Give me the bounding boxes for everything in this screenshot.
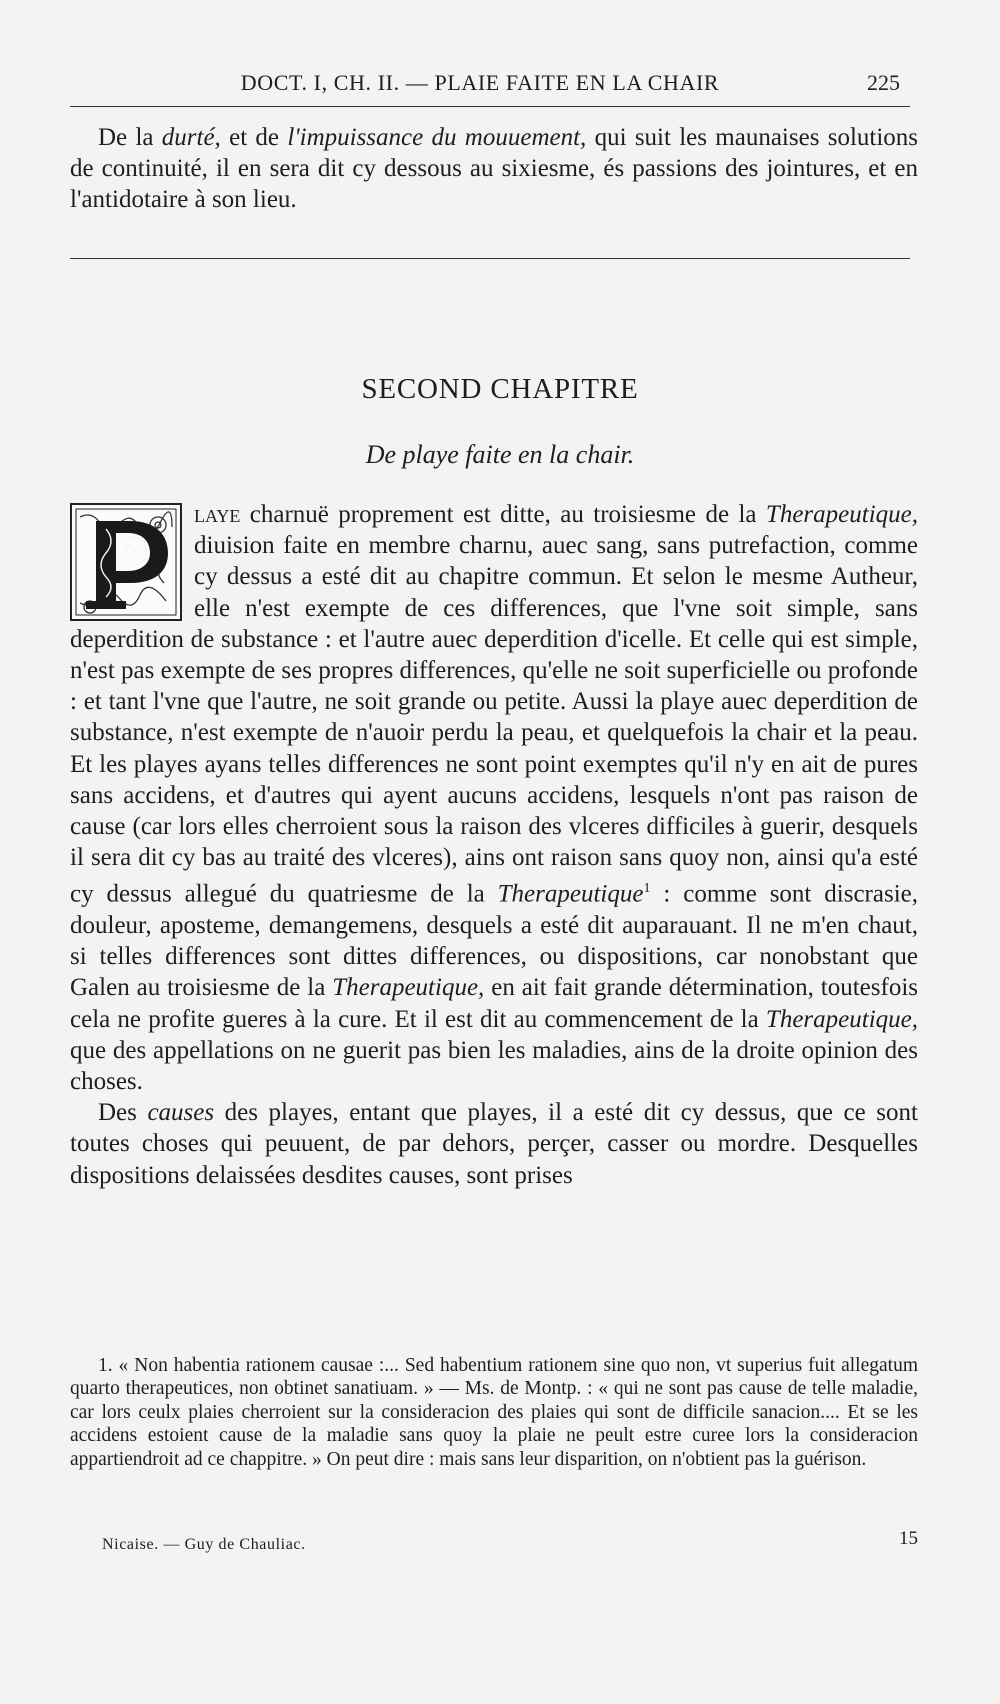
section-rule — [70, 258, 910, 259]
chapter-subtitle: De playe faite en la chair. — [365, 440, 635, 469]
signature-line: Nicaise. — Guy de Chauliac. — [102, 1536, 306, 1553]
dropcap-p-ornament — [70, 503, 182, 621]
p2-text-2: des playes, entant que playes, il a esté dit cy dessus, que ce sont toutes choses qui peuuent, de par dehors, perçer, casser ou mordre. Desquelles dispositions delaissées desdites causes, sont prises — [70, 1099, 918, 1189]
p2-text-1: Des — [98, 1099, 148, 1127]
main-text — [70, 499, 918, 1191]
footnote-1: 1. « Non habentia rationem causae :... Sed habentium rationem sine quo non, vt superius fuit allegatum quarto therapeutices, non obtinet sanatiuam. » — Ms. de Montp. : « qui ne sont pas cause de telle maladie, car lors ceulx plaies cherroient sur la consideracion des plaies qui sont de difficile sanacion.... Et se les accidens estoient cause de la maladie sans quoy la plaie ne peult estre curee lors la consideracion appartiendroit ad ce chappitre. » On peut dire : mais sans leur disparition, on n'obtient pas la guérison. — [70, 1355, 918, 1470]
intro-text-2: et de — [220, 124, 288, 151]
p2-italic-1: causes — [147, 1099, 215, 1127]
p1-italic-1: Therapeutique, — [765, 501, 918, 528]
running-title: DOCT. I, CH. II. — PLAIE FAITE EN LA CHAIR — [240, 70, 720, 95]
p1-text-4: en ait fait grande détermination, toutesfois cela ne profite gueres à la cure. Et il est dit au commencement de la — [70, 974, 918, 1033]
p1-italic-3: Therapeutique, — [332, 974, 485, 1002]
intro-paragraph — [70, 122, 918, 216]
intro-italic-2: l'impuissance du mouuement, — [287, 124, 587, 151]
footnote-ref: 1 — [643, 881, 651, 897]
p1-text-5: que des appellations on ne guerit pas bien les maladies, ains de la droite opinion des choses. — [70, 1036, 918, 1095]
intro-text-1: De la — [98, 124, 162, 151]
footnotes — [70, 1354, 918, 1471]
sheet-number: 15 — [899, 1528, 918, 1549]
ornate-letter-icon — [70, 503, 182, 621]
chapter-title: SECOND CHAPITRE — [361, 373, 639, 405]
dropcap-lead-word: laye — [194, 501, 241, 528]
intro-italic-1: durté, — [161, 124, 221, 151]
p1-text-2: diuision faite en membre charnu, auec sang, sans putrefaction, comme cy dessus a esté dit au chapitre commun. Et selon le mesme Autheur, elle n'est exempte de ces differences, que l'vne soit simple, sans deperdition de substance : et l'autre auec deperdition d'icelle. Et celle qui est simple, n'est pas exempte de ses propres differences, qu'elle ne soit superficielle ou profonde : et tant l'vne que l'autre, ne soit grande ou petite. Aussi la playe auec deperdition de substance, n'est exempte de n'auoir perdu la peau, et quelquefois la chair et la peau. Et les playes ayans telles differences ne sont point exemptes qu'il n'y en ait de pures sans accidens, et d'autres qui ayent aucuns accidens, lesquels n'ont pas raison de cause (car lors elles cherroient sous la raison des vlceres difficiles à guerir, desquels il sera dit cy bas au traité des vlceres), ains ont raison sans quoy non, ainsi qu'a esté cy dessus allegué du quatriesme de la — [70, 532, 918, 908]
running-header — [140, 70, 900, 110]
p1-italic-4: Therapeutique, — [765, 1005, 918, 1033]
header-rule — [70, 106, 910, 107]
p1-italic-2: Therapeutique — [497, 880, 644, 908]
p1-text-1: charnuë proprement est ditte, au troisiesme de la — [240, 501, 766, 528]
intro-text-3: qui suit les maunaises solutions de continuité, il en sera dit cy dessous au sixiesme, és passions des jointures, et en l'antidotaire à son lieu. — [70, 124, 919, 214]
page-number: 225 — [867, 70, 900, 95]
p1-text-3: : comme sont discrasie, douleur, aposteme, demangemens, desquels a esté dit auparauant. Il ne m'en chaut, si telles differences sont dittes differences, ou dispositions, car nonobstant que Galen au troisiesme de la — [70, 880, 918, 1002]
page-footer — [70, 1528, 918, 1562]
